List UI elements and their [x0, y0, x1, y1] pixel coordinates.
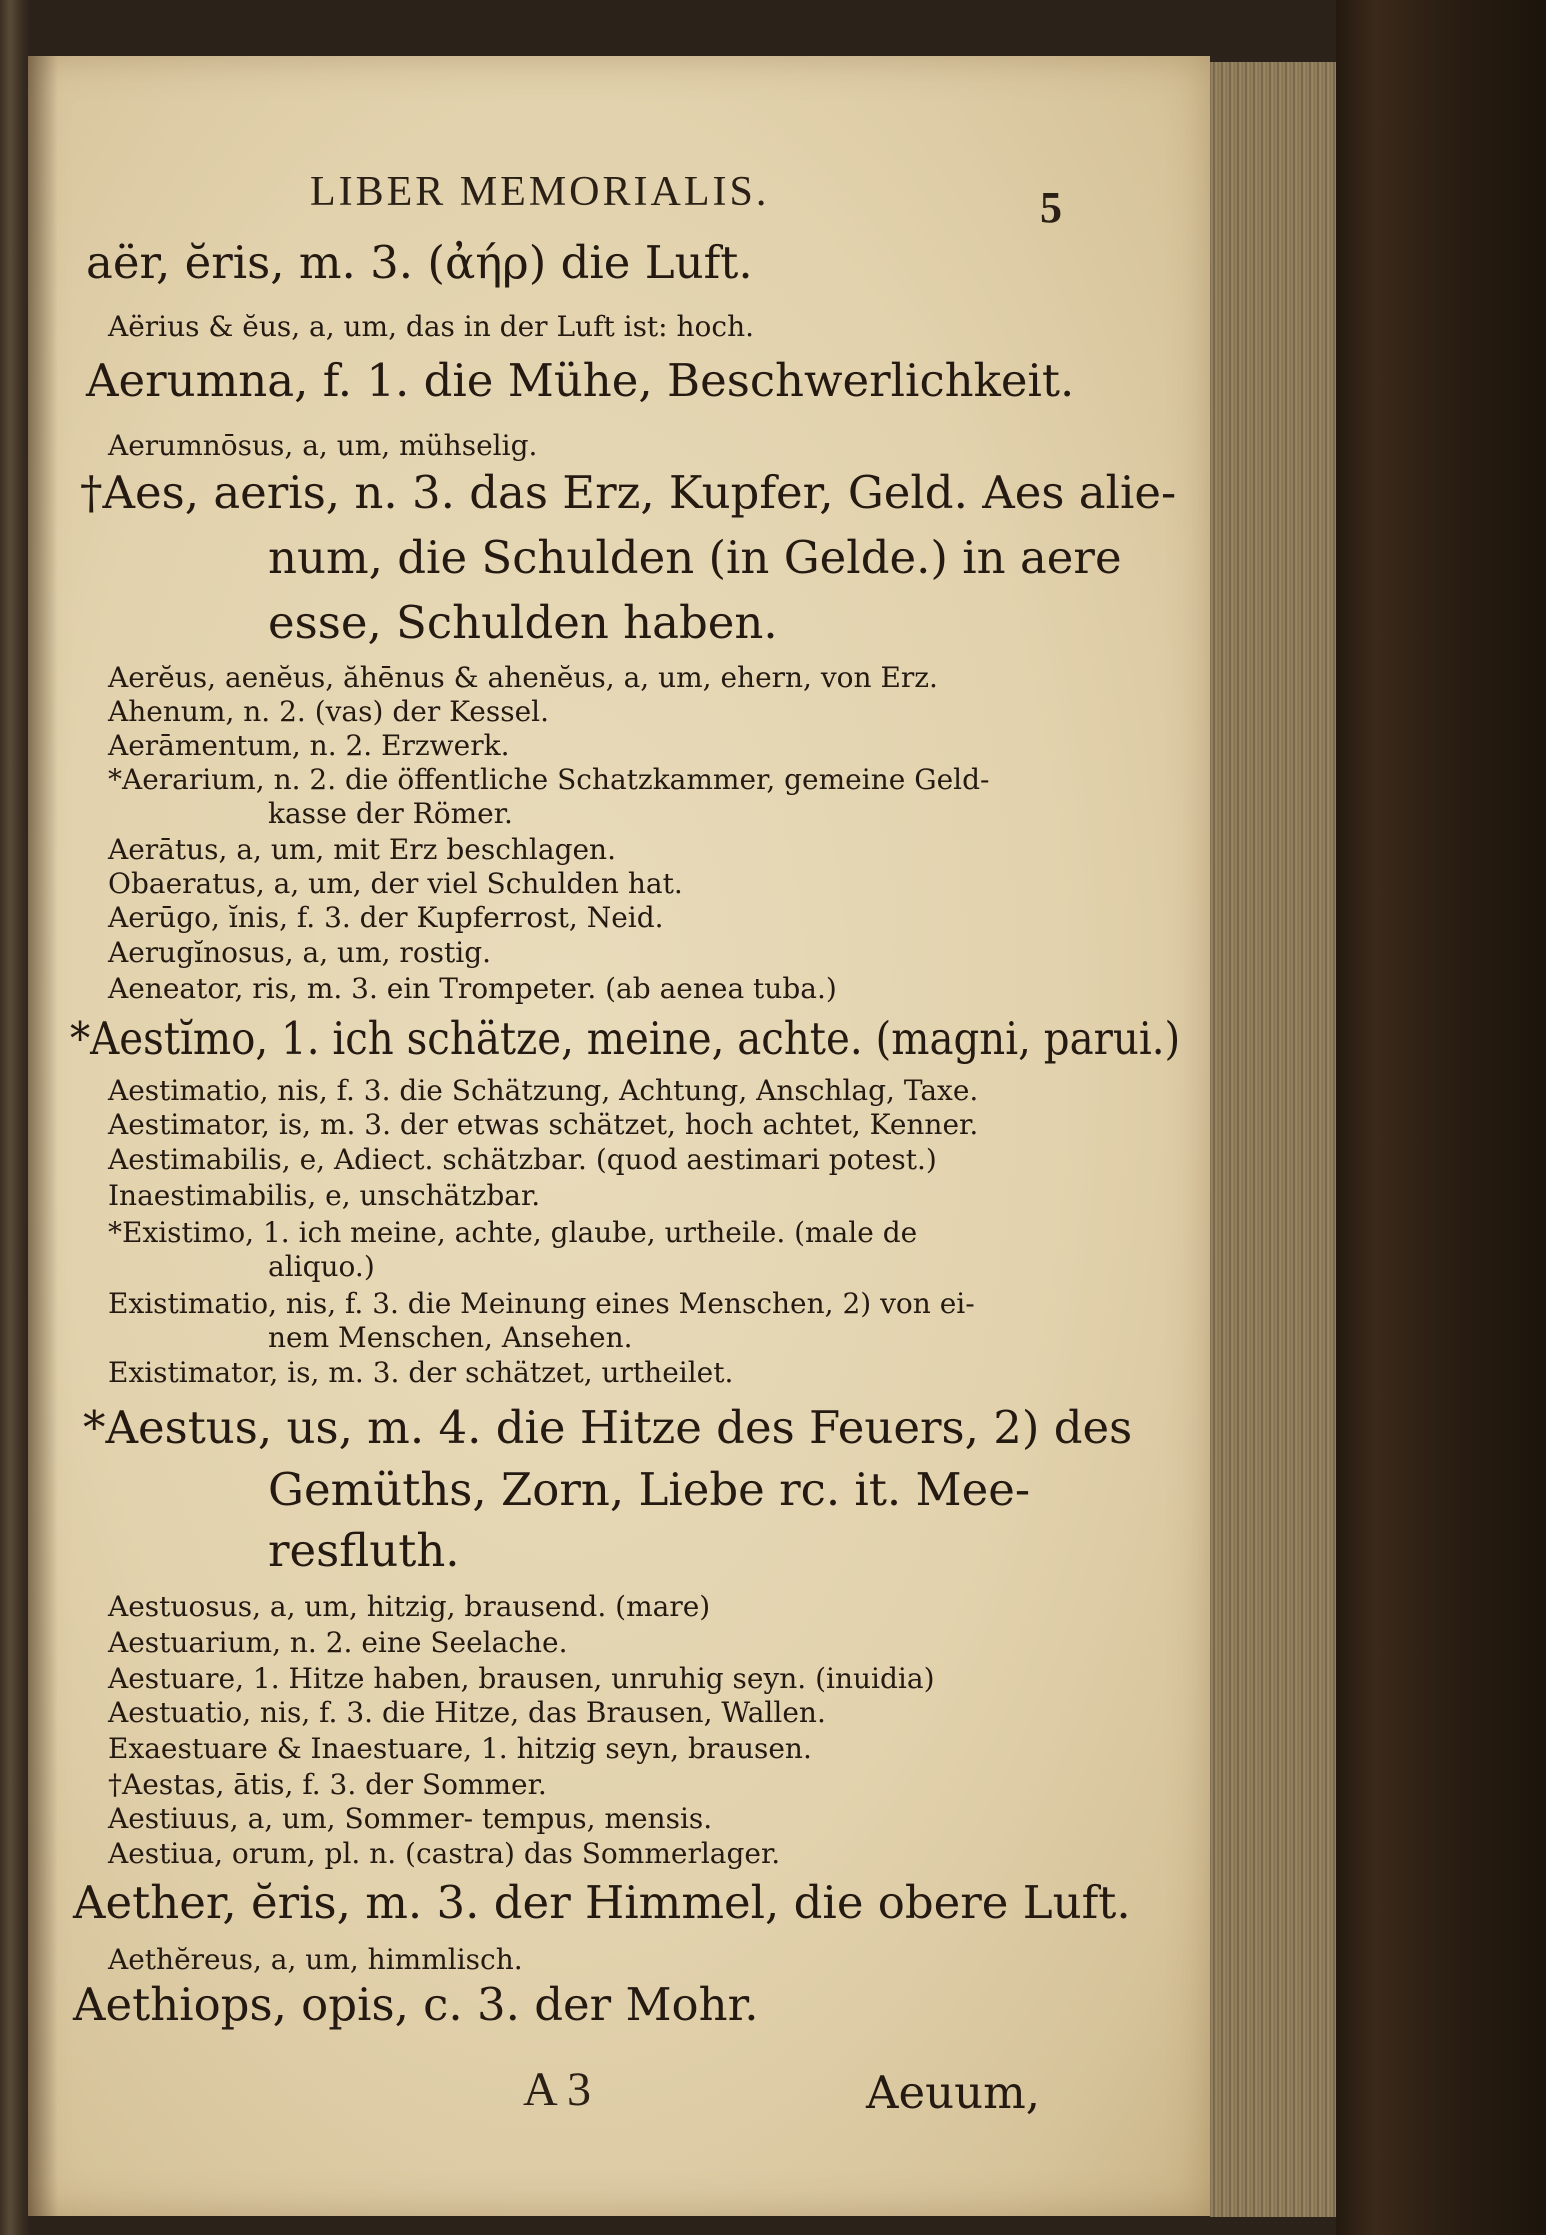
entry-line: resfluth. [268, 1524, 460, 1577]
entry-line: Aether, ĕris, m. 3. der Himmel, die obere Luft. [73, 1876, 1131, 1929]
entry-line: nem Menschen, Ansehen. [268, 1321, 633, 1354]
entry-line: Aestiuus, a, um, Sommer- tempus, mensis. [108, 1802, 713, 1835]
entry-line: Ahenum, n. 2. (vas) der Kessel. [108, 695, 549, 728]
entry-line: Aerugĭnosus, a, um, rostig. [108, 936, 492, 969]
entry-line: Aestuare, 1. Hitze haben, brausen, unruhig seyn. (inuidia) [108, 1662, 935, 1695]
book-cover [1336, 0, 1546, 2235]
entry-line: aër, ĕris, m. 3. (ἀήρ) die Luft. [86, 236, 753, 289]
gutter-shadow [28, 56, 58, 2216]
entry-line: Aerumnōsus, a, um, mühselig. [108, 429, 538, 462]
entry-line: Inaestimabilis, e, unschätzbar. [108, 1179, 541, 1212]
entry-line: Aestuatio, nis, f. 3. die Hitze, das Brausen, Wallen. [108, 1696, 826, 1729]
entry-line: Aerāmentum, n. 2. Erzwerk. [108, 729, 510, 762]
entry-line: Aerātus, a, um, mit Erz beschlagen. [108, 833, 616, 866]
entry-line: Aestimator, is, m. 3. der etwas schätzet, hoch achtet, Kenner. [108, 1108, 979, 1141]
entry-line: Aerumna, f. 1. die Mühe, Beschwerlichkeit. [86, 354, 1075, 407]
entry-line: Exaestuare & Inaestuare, 1. hitzig seyn, brausen. [108, 1732, 812, 1765]
entry-line: *Aerarium, n. 2. die öffentliche Schatzkammer, gemeine Geld- [108, 763, 990, 796]
entry-line: *Aestĭmo, 1. ich schätze, meine, achte. (magni, parui.) [70, 1012, 1181, 1065]
entry-line: Gemüths, Zorn, Liebe rc. it. Mee- [268, 1463, 1031, 1516]
entry-line: Aestuarium, n. 2. eine Seelache. [108, 1626, 568, 1659]
entry-line: Aeneator, ris, m. 3. ein Trompeter. (ab aenea tuba.) [108, 972, 837, 1005]
catchword: Aeuum, [866, 2066, 1041, 2119]
entry-line: *Existimo, 1. ich meine, achte, glaube, urtheile. (male de [108, 1216, 918, 1249]
entry-line: Aerĕus, aenĕus, ăhēnus & ahenĕus, a, um, ehern, von Erz. [108, 661, 938, 694]
entry-line: kasse der Römer. [268, 797, 513, 830]
page-number: 5 [1040, 183, 1062, 232]
entry-line: Aestuosus, a, um, hitzig, brausend. (mare) [108, 1590, 711, 1623]
page-edges [1210, 62, 1336, 2217]
entry-line: esse, Schulden haben. [268, 596, 778, 649]
entry-line: Aestimatio, nis, f. 3. die Schätzung, Achtung, Anschlag, Taxe. [108, 1074, 979, 1107]
entry-line: Existimatio, nis, f. 3. die Meinung eines Menschen, 2) von ei- [108, 1287, 975, 1320]
entry-line: Aethiops, opis, c. 3. der Mohr. [73, 1978, 759, 2031]
entry-line: num, die Schulden (in Gelde.) in aere [268, 531, 1122, 584]
book-page [28, 56, 1210, 2216]
running-title: LIBER MEMORIALIS. [310, 169, 770, 215]
entry-line: Aerūgo, ĭnis, f. 3. der Kupferrost, Neid. [108, 901, 664, 934]
entry-line: Obaeratus, a, um, der viel Schulden hat. [108, 867, 683, 900]
entry-line: Aërius & ĕus, a, um, das in der Luft ist: hoch. [108, 310, 755, 343]
entry-line: †Aes, aeris, n. 3. das Erz, Kupfer, Geld. Aes alie- [80, 466, 1177, 519]
entry-line: aliquo.) [268, 1250, 375, 1283]
entry-line: †Aestas, ātis, f. 3. der Sommer. [108, 1768, 547, 1801]
entry-line: Aestimabilis, e, Adiect. schätzbar. (quod aestimari potest.) [108, 1143, 937, 1176]
entry-line: Aethĕreus, a, um, himmlisch. [108, 1943, 523, 1976]
signature-mark: A 3 [523, 2063, 592, 2116]
entry-line: Existimator, is, m. 3. der schätzet, urtheilet. [108, 1356, 734, 1389]
entry-line: Aestiua, orum, pl. n. (castra) das Sommerlager. [108, 1837, 781, 1870]
entry-line: *Aestus, us, m. 4. die Hitze des Feuers, 2) des [83, 1401, 1133, 1454]
